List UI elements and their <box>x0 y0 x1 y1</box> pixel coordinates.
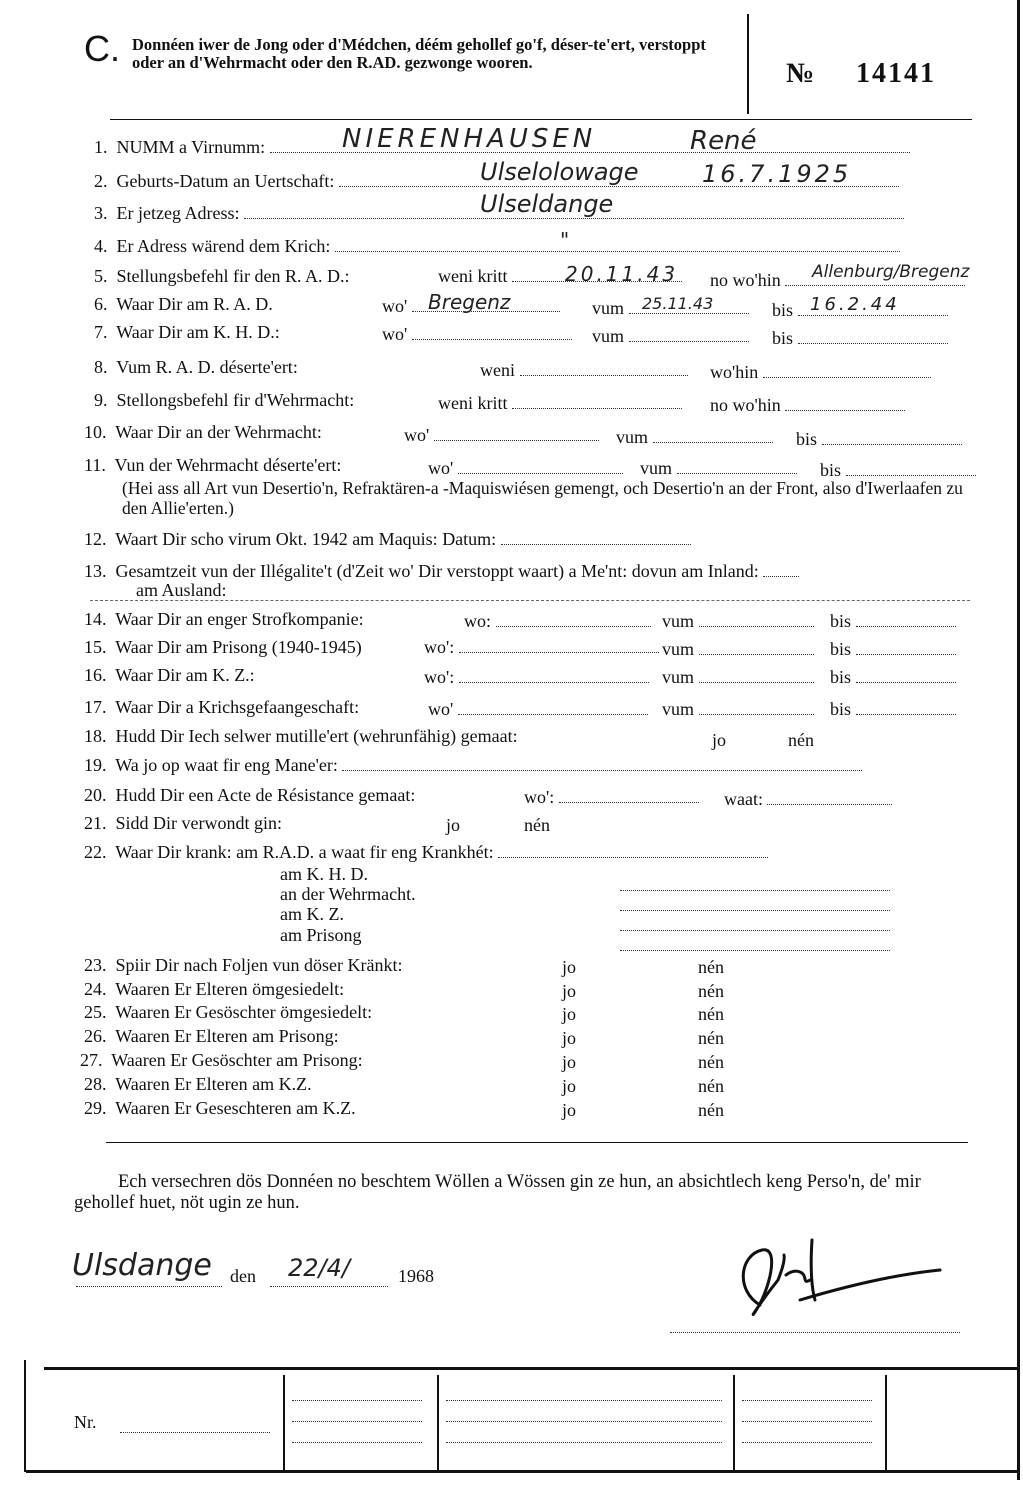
row-8-field-a: weni <box>480 360 688 381</box>
row-23-yes: jo <box>562 957 577 977</box>
header-divider <box>747 14 749 114</box>
row-16-field-b: vum <box>662 667 814 688</box>
footer-col-1 <box>283 1375 285 1470</box>
row-22-sub-4: am Prisong <box>280 925 362 945</box>
row-27-yes: jo <box>562 1052 577 1072</box>
handwritten-address: Ulseldange <box>480 190 614 218</box>
row-18-no: nén <box>788 730 814 750</box>
row-27: 27. Waaren Er Gesöschter am Prisong: <box>80 1050 363 1070</box>
footer-col-2 <box>437 1375 439 1470</box>
signature-line <box>670 1318 960 1338</box>
row-28-no: nén <box>698 1076 724 1096</box>
row-22-line-4 <box>620 936 890 956</box>
row-15-field-c: bis <box>830 639 956 660</box>
row-9-field-b: no wo'hin <box>710 395 905 416</box>
row-22-sub-1: am K. H. D. <box>280 864 368 884</box>
row-11: 11. Vun der Wehrmacht déserte'ert: <box>84 455 342 475</box>
row-4: 4. Er Adress wärend dem Krich: <box>94 236 900 257</box>
row-5-field-b: no wo'hin <box>710 270 965 291</box>
handwritten-sign-date: 22/4/ <box>288 1254 350 1282</box>
row-22-line-3 <box>620 916 890 936</box>
row-6-field-a: wo' <box>382 296 560 317</box>
row-20-field-b: waat: <box>724 789 892 810</box>
row-15-field-b: vum <box>662 639 814 660</box>
row-13-underline <box>90 600 970 601</box>
handwritten-rad-date: 20.11.43 <box>565 262 679 286</box>
row-11-field-b: vum <box>640 458 797 479</box>
row-14-field-c: bis <box>830 611 956 632</box>
row-19: 19. Wa jo op waat fir eng Mane'er: <box>84 755 862 776</box>
row-13: 13. Gesamtzeit vun der Illégalite't (d'Zeit wo' Dir verstoppt waart) a Me'nt: dovun am Inland: <box>84 561 799 582</box>
row-24: 24. Waaren Er Elteren ömgesiedelt: <box>84 979 345 999</box>
row-17-field-a: wo' <box>428 699 648 720</box>
row-17: 17. Waar Dir a Krichsgefaangeschaft: <box>84 697 360 717</box>
handwritten-birthplace: Ulselolowage <box>480 158 639 186</box>
handwritten-firstname: René <box>690 126 757 156</box>
row-22-sub-2: an der Wehrmacht. <box>280 884 416 904</box>
handwritten-rad-from: 25.11.43 <box>642 294 714 313</box>
row-7-field-b: vum <box>592 326 749 347</box>
section-letter: C. <box>84 28 120 69</box>
sign-year: 1968 <box>398 1266 434 1286</box>
row-6-field-b: vum <box>592 298 749 319</box>
footer-col-4 <box>885 1375 887 1470</box>
row-7-field-c: bis <box>772 328 948 349</box>
row-11-field-c: bis <box>820 460 976 481</box>
row-11-note: (Hei ass all Art vun Desertio'n, Refraktären-a -Maquiswiésen gemengt, och Desertio'n an der Front, also d'Iwerlaafen zu den Allie'erten.) <box>122 478 963 518</box>
row-6-field-c: bis <box>772 300 948 321</box>
row-9-field-a: weni kritt <box>438 393 682 414</box>
handwritten-rad-where: Bregenz <box>428 290 511 314</box>
row-16: 16. Waar Dir am K. Z.: <box>84 665 255 685</box>
row-24-yes: jo <box>562 981 577 1001</box>
handwritten-war-address: " <box>560 228 570 252</box>
row-15: 15. Waar Dir am Prisong (1940-1945) <box>84 637 362 657</box>
den-label: den <box>230 1266 256 1286</box>
footer-cell-b <box>446 1386 722 1449</box>
footer-top-rule <box>44 1367 1018 1370</box>
row-14-field-a: wo: <box>464 611 651 632</box>
row-22-line-2 <box>620 896 890 916</box>
row-27-no: nén <box>698 1052 724 1072</box>
footer-nr-line <box>120 1418 270 1438</box>
row-5-field-a: weni kritt <box>438 266 682 287</box>
row-2: 2. Geburts-Datum an Uertschaft: <box>94 171 899 192</box>
document-number: 14141 <box>856 58 936 89</box>
sign-date-line <box>270 1272 388 1292</box>
row-8: 8. Vum R. A. D. déserte'ert: <box>94 357 298 377</box>
row-29: 29. Waaren Er Geseschteren am K.Z. <box>84 1098 356 1118</box>
row-26: 26. Waaren Er Elteren am Prisong: <box>84 1026 339 1046</box>
handwritten-rad-to: 16.2.44 <box>810 294 900 315</box>
row-18: 18. Hudd Dir Iech selwer mutille'ert (wehrunfähig) gemaat: <box>84 726 518 746</box>
row-23-no: nén <box>698 957 724 977</box>
header-separator <box>110 119 972 120</box>
row-25: 25. Waaren Er Gesöschter ömgesiedelt: <box>84 1002 373 1022</box>
row-28-yes: jo <box>562 1076 577 1096</box>
footer-col-3 <box>733 1375 735 1470</box>
row-17-field-c: bis <box>830 699 956 720</box>
row-29-no: nén <box>698 1100 724 1120</box>
row-20: 20. Hudd Dir een Acte de Résistance gemaat: <box>84 785 416 805</box>
row-6: 6. Waar Dir am R. A. D. <box>94 294 273 314</box>
row-7: 7. Waar Dir am K. H. D.: <box>94 322 280 342</box>
handwritten-rad-dest: Allenburg/Bregenz <box>812 262 970 282</box>
row-8-field-b: wo'hin <box>710 362 931 383</box>
row-15-field-a: wo': <box>424 637 659 658</box>
row-14-field-b: vum <box>662 611 814 632</box>
row-29-yes: jo <box>562 1100 577 1120</box>
frame-left-border <box>24 1360 26 1472</box>
row-22-line-1 <box>620 876 890 896</box>
header-title: Donnéen iwer de Jong oder d'Médchen, déém gehollef go'f, déser-te'ert, verstoppt oder an d'Wehrmacht oder den R.AD. gezwonge wooren. <box>132 35 706 72</box>
row-5: 5. Stellungsbefehl fir den R. A. D.: <box>94 266 350 286</box>
row-12: 12. Waart Dir scho virum Okt. 1942 am Maquis: Datum: <box>84 529 691 550</box>
row-25-no: nén <box>698 1004 724 1024</box>
frame-bottom-border <box>26 1470 1020 1473</box>
handwritten-surname: NIERENHAUSEN <box>342 124 597 154</box>
sign-place-line <box>76 1272 222 1292</box>
footer-cell-c <box>742 1386 872 1449</box>
row-17-field-b: vum <box>662 699 814 720</box>
row-13-abroad: am Ausland: <box>136 580 227 600</box>
row-23: 23. Spiir Dir nach Foljen vun döser Kränkt: <box>84 955 403 975</box>
footer-cell-a <box>292 1386 422 1449</box>
row-16-field-a: wo': <box>424 667 649 688</box>
handwritten-birthdate: 16.7.1925 <box>702 160 852 188</box>
footer-nr-label: Nr. <box>74 1412 97 1432</box>
row-10-field-a: wo' <box>404 425 599 446</box>
row-21-no: nén <box>524 815 550 835</box>
row-11-field-a: wo' <box>428 458 623 479</box>
frame-right-border <box>1017 0 1020 1480</box>
row-10-field-c: bis <box>796 429 962 450</box>
row-22-sub-3: am K. Z. <box>280 904 344 924</box>
row-22: 22. Waar Dir krank: am R.A.D. a waat fir eng Krankhét: <box>84 842 768 863</box>
handwritten-sign-place: Ulsdange <box>72 1248 212 1283</box>
row-7-field-a: wo' <box>382 324 572 345</box>
row-9: 9. Stellongsbefehl fir d'Wehrmacht: <box>94 390 355 410</box>
questions-end-separator <box>106 1142 968 1143</box>
row-28: 28. Waaren Er Elteren am K.Z. <box>84 1074 312 1094</box>
row-26-yes: jo <box>562 1028 577 1048</box>
row-25-yes: jo <box>562 1004 577 1024</box>
row-26-no: nén <box>698 1028 724 1048</box>
declaration-text: Ech versechren dös Donnéen no beschtem Wöllen a Wössen gin ze hun, an absichtlech keng Perso'n, de' mir gehollef huet, nöt ugin ze hun. <box>74 1172 921 1213</box>
row-18-yes: jo <box>712 730 727 750</box>
row-10: 10. Waar Dir an der Wehrmacht: <box>84 422 322 442</box>
row-10-field-b: vum <box>616 427 773 448</box>
row-21: 21. Sidd Dir verwondt gin: <box>84 813 282 833</box>
row-3: 3. Er jetzeg Adress: <box>94 203 904 224</box>
document-number-symbol: № <box>786 58 815 89</box>
row-20-field-a: wo': <box>524 787 699 808</box>
row-16-field-c: bis <box>830 667 956 688</box>
row-1: 1. NUMM a Virnumm: <box>94 137 910 158</box>
row-21-yes: jo <box>446 815 461 835</box>
row-24-no: nén <box>698 981 724 1001</box>
row-14: 14. Waar Dir an enger Strofkompanie: <box>84 609 364 629</box>
